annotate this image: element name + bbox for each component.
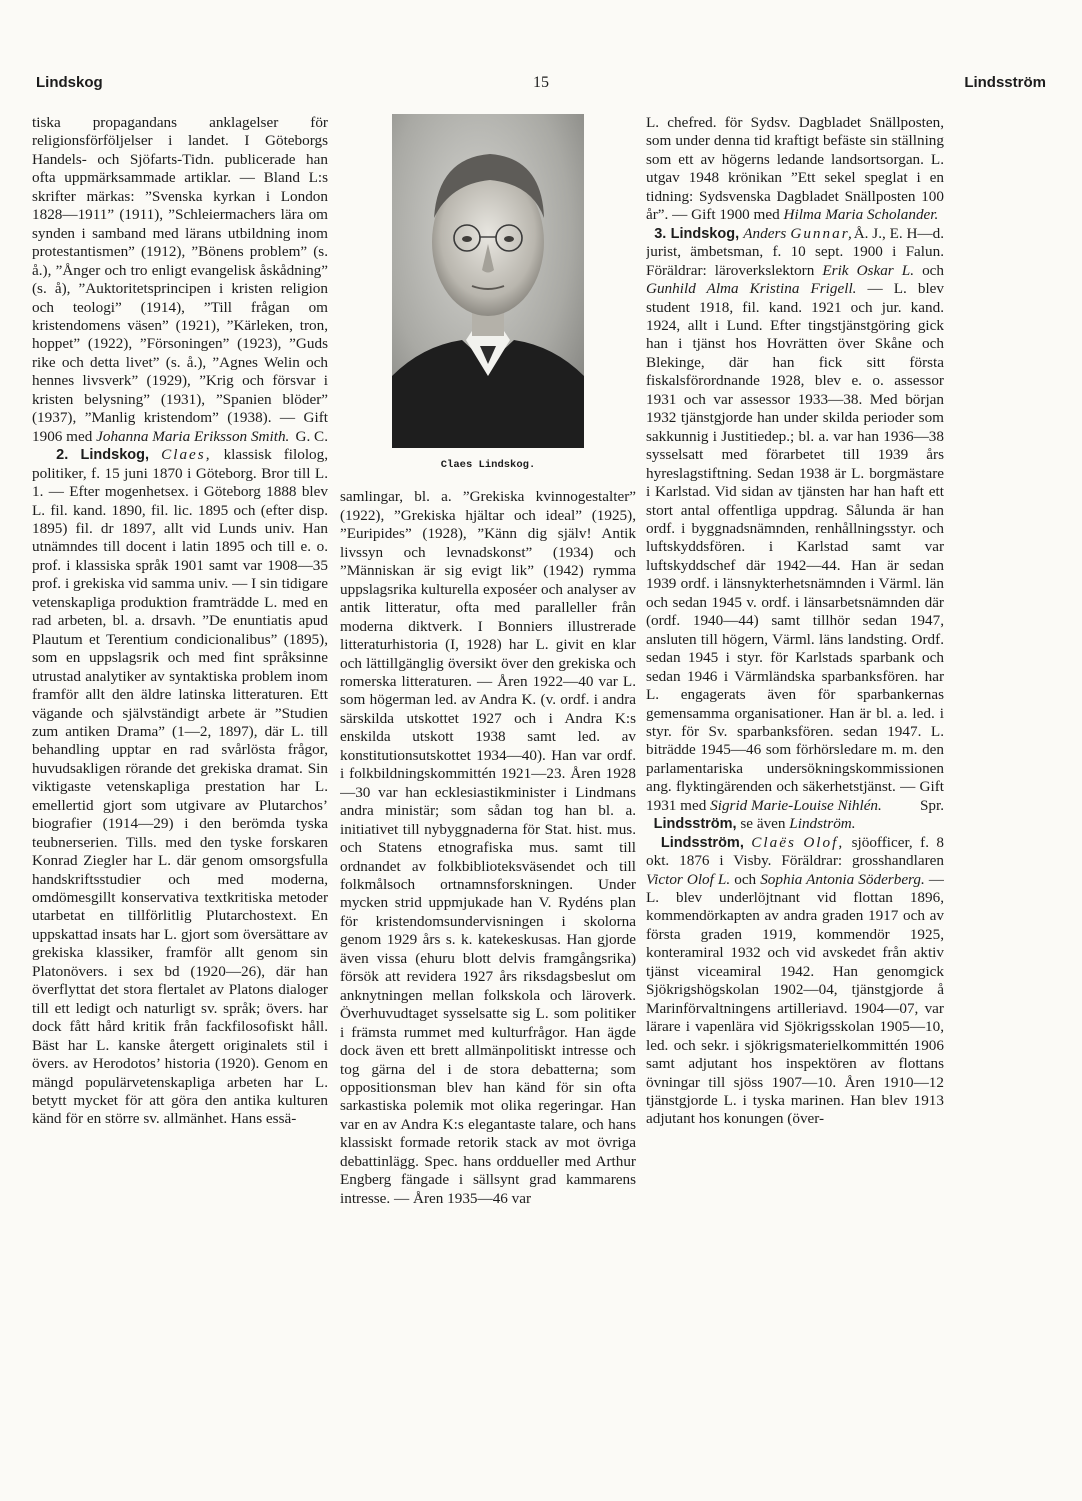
- entry-given-name: Anders: [743, 224, 787, 242]
- entry-given-name: Claës: [751, 833, 796, 851]
- running-header: [36, 74, 1046, 98]
- entry-text: klassisk filolog, politiker, f. 15 juni 1870 i Göteborg. Bror till L. 1. — Efter mogenhetsex. i Göteborg 1888 blev L. fil. kand. 1890, fil. lic. 1895 och (efter disp. 1895) fil. dr 1897, allt vid Lunds univ. Han utnämndes till docent i latin 1895 och till e. o. prof. i klassiska språk 1901 samt var 1908—35 prof. i grekiska vid samma univ. — I sin tidigare vetenskapliga produktion framträdde L. med en rad arbeten, bl. a. drsavh. ”De enuntiatis apud Plautum et Terentium condicionalibus” (1895), som en uppslagsrik och med fint språksinne utrustad analytiker av syntaktiska problem inom framför allt den äldre latinska litteraturen. Ett vägande och självständigt arbete är ”Studien zum antiken Drama” (1—2, 1897), där L. till behandling upptar en rad svårlösta frågor, huvudsakligen rörande det grekiska dramat. Sin viktigaste vetenskapliga prestation har L. emellertid gjort som utgivare av Plutarchos’ biografier (1914—29) i den berömda tyska teubnerserien. Tills. med den tyske forskaren Konrad Ziegler har L. där genom omsorgsfulla handskriftsstudier och med moderna, omdömesgillt konservativa textkritiska metoder utarbetat en tillförlitlig Plutarchostext. En uppskattad insats har L. gjort som översättare av grekiska klassiker, framför allt genom sin Platonövers. i sex bd (1920—26), där han överflyttat det stora flertalet av Platons dialoger till ett ledigt och naturligt sv. språk; övers. har dock fått hård kritik från fackfilosofiskt håll. Bäst har L. kanske återgett originalets stil i övers. av Herodotos’ historia (1920). Genom en mängd populärvetenskapliga arbeten har L. betytt mycket för att göra den antika kulturen känd för en större sv. allmänhet. Hans essä-: [32, 446, 328, 1128]
- photo-caption: Claes Lindskog.: [440, 459, 536, 471]
- portrait-figure: [392, 114, 584, 474]
- column-middle: [340, 114, 636, 1374]
- spouse-name: Sigrid Marie-Louise Nihlén.: [710, 796, 882, 814]
- entry-text: — L. blev student 1918, fil. kand. 1921 och jur. kand. 1924, allt i Lund. Efter tingstjänstgöring gick han i tjänst hos Hovrätten över Skåne och Blekinge, där han fick sitt första fiskalsförordnande 1928, blev e. o. assessor 1931 och var assessor 1933—38. Med början 1932 tjänstgjorde han under skilda perioder som sakkunnig i Justitiedep.; bl. a. var han 1936—38 sysselsatt med förarbetet till 1939 års hyreslagstiftning. Sedan 1938 är L. borgmästare i Karlstad. Vid sidan av tjänsten har han haft ett stort antal offentliga uppdrag. Sålunda är han ordf. i byggnadsnämnden, renhållningsstyr. och luftskyddsfören. i Karlstad samt var luftskyddschef där 1942—44. Han är sedan 1939 ordf. i länsnykterhetsnämnden i Värml. län och sedan 1945 v. ordf. i länsarbetsnämnden där (ordf. 1940—44) samt tillhör sedan 1947, ansluten till högern, Värml. läns landsting. Ordf. sedan 1945 i styr. för Karlstads sparbank och sedan 1946 i Värmländska sparbanksfören. har L. engagerats även för sparbankernas gemensamma organisationer. Han är bl. a. led. i styr. för Sv. sparbanksfören. sedan 1947. L. biträdde 1945—46 som förhörsledare m. m. den parlamentariska undersökningskommissionen ang. flyktingärenden och säkerhetstjänst. — Gift 1931 med: [646, 280, 944, 814]
- entry-text: sjöofficer, f. 8 okt. 1876 i Visby. Föräldrar: grosshandlaren: [646, 833, 944, 870]
- cross-reference-target: Lindström.: [789, 815, 856, 833]
- entry-2-continuation: L. chefred. för Sydsv. Dagbladet Snällposten, som under denna tid kraftigt befäste sin ställning som ett av högerns ledande landsortsorgan. L. utgav 1948 krönikan ”Ett sekel speglat i en tidning: Sydsvenska Dagbladet Snällposten 100 år”. — Gift 1900 med: [646, 114, 944, 224]
- mother-name: Gunhild Alma Kristina Frigell.: [646, 280, 857, 298]
- cross-reference-text: se även: [740, 815, 786, 833]
- spouse-name: Johanna Maria Eriksson Smith.: [96, 427, 290, 445]
- entry-heading: Lindsström,: [660, 834, 744, 851]
- conjunction: och: [922, 261, 944, 279]
- paragraph: [32, 114, 328, 446]
- paragraph: [646, 815, 944, 833]
- entry-given-name: Claes,: [161, 446, 212, 464]
- entry-heading: 2. Lindskog,: [56, 447, 150, 464]
- author-signature: G. C.: [295, 427, 328, 445]
- spouse-name: Hilma Maria Scholander.: [783, 206, 939, 224]
- header-right-keyword: Lindsström: [964, 74, 1046, 91]
- mother-name: Sophia Antonia Söderberg.: [760, 870, 925, 888]
- entry-heading: Lindsström,: [653, 816, 737, 833]
- entry-text: jurist, ämbetsman, f. 10 sept. 1900 i Falun. Föräldrar: läroverkslektorn: [646, 243, 944, 279]
- entry-heading: 3. Lindskog,: [654, 225, 740, 242]
- entry-1-continuation: tiska propagandans anklagelser för religionsförföljelser i landet. I Göteborgs Handels- och Sjöfarts-Tidn. publicerade han ofta uppmärksammade artiklar. — Bland L:s skrifter märkas: ”Svenska kyrkan i London 1828—1911” (1911), ”Schleiermachers lära om synden i samband med lärans utbildning inom protestantismen” (1912), ”Bönens problem” (s. å.), ”Ånger och tro enligt evangelisk åskådning” (s. å), ”Auktoritetsprincipen i kristen religion och teologi” (1914), ”Till frågan om kristendomens väsen” (1921), ”Kärleken, tron, hoppet” (1922), ”Försoningen” (1923), ”Guds rike och detta livet” (s. å.), ”Agnes Welin och hennes livsverk” (1929), ”Krig och försvar i kristen belysning” (1931), ”Spanien blöder” (1937), ”Manlig kristendom” (1938). — Gift 1906 med: [32, 114, 328, 445]
- column-right: [646, 114, 944, 1374]
- paragraph: [646, 834, 944, 1129]
- author-signature: Spr.: [919, 796, 944, 814]
- father-name: Erik Oskar L.: [822, 261, 915, 279]
- author-signature: Å. J., E. H—d.: [853, 224, 944, 242]
- paragraph: [340, 488, 636, 1208]
- column-left: [32, 114, 328, 1374]
- conjunction: och: [734, 870, 757, 888]
- entry-given-name: Olof,: [803, 833, 845, 851]
- page-number: 15: [533, 74, 549, 91]
- entry-given-name: Gunnar,: [790, 224, 854, 242]
- header-left-keyword: Lindskog: [36, 74, 103, 91]
- paragraph: [32, 446, 328, 1129]
- portrait-photo: [392, 114, 584, 448]
- father-name: Victor Olof L.: [646, 870, 731, 888]
- paragraph: [646, 225, 944, 816]
- entry-text: — L. blev underlöjtnant vid flottan 1896, kommendörkapten av andra graden 1917 och av första graden 1919, kommendör 1925, konteramiral 1932 och vid avskedet från aktiv tjänst viceamiral 1942. Han genomgick Sjökrigshögskolan 1902—04, tjänstgjorde å Marinförvaltningens artilleriavd. 1904—07, var lärare i vapenlära vid Sjökrigsskolan 1905—10, led. och sekr. i sjökrigsmaterielkommittén 1906 samt adjutant hos inspektören av flottans övningar till sjöss 1907—10. Åren 1910—12 tjänstgjorde L. i tyska marinen. Han blev 1913 adjutant hos konungen (över-: [646, 870, 944, 1128]
- entry-2-continuation: samlingar, bl. a. ”Grekiska kvinnogestalter” (1922), ”Grekiska hjältar och ideal” (1925), ”Euripides” (1928), ”Känn dig själv! Antik livssyn och levnadskonst” (1934) och ”Människan är sig evigt lik” (1942) rymma uppslagsrika kulturella exposéer och analyser av antik litteratur, ofta med paralleller från moderna diktverk. I Bonniers illustrerade litteraturhistoria (I, 1928) har L. givit en klar och lättillgänglig översikt över den grekiska och romerska litteraturen. — Åren 1922—40 var L. som högerman led. av Andra K. (v. ordf. i andra särskilda utskottet 1927 och i Andra K:s enskilda utskott 1938 samt led. av konstitutionsutskottet 1934—40). Han var ordf. i folkbildningskommittén 1921—23. Åren 1928—30 var han ecklesiastikminister i Lindmans andra ministär; som sådan tog han bl. a. initiativet till nybyggnaderna för Stat. hist. mus. och Statens etnografiska mus. samt till ordnandet av folkbiblioteksväsendet och till folkmålsoch ortnamnsforskningen. Under mycken strid uppmjukade han V. Rydéns plan för kristendomsundervisningen i skolorna genom 1929 års s. k. katekeskusas. Han gjorde även vissa (ehuru blott delvis framgångsrika) försök att revidera 1927 års riksdagsbeslut om anknytningen mellan folkskola och läroverk. Överhuvudtaget sysselsatte sig L. som politiker i främsta rummet med kulturfrågor. Han ägde dock även ett brett allmänpolitiskt intresse och tog gärna del i de stora debatterna; som oppositionsman blev han känd för sin ofta sarkastiska polemik mot olika regeringar. Han var en av Andra K:s elegantaste talare, och hans klassiskt formade retorik stack av mot övriga debattinlägg. Spec. hans orddueller med Arthur Engberg fängade i sällsynt grad kammarens intresse. — Åren 1935—46 var: [340, 488, 636, 1207]
